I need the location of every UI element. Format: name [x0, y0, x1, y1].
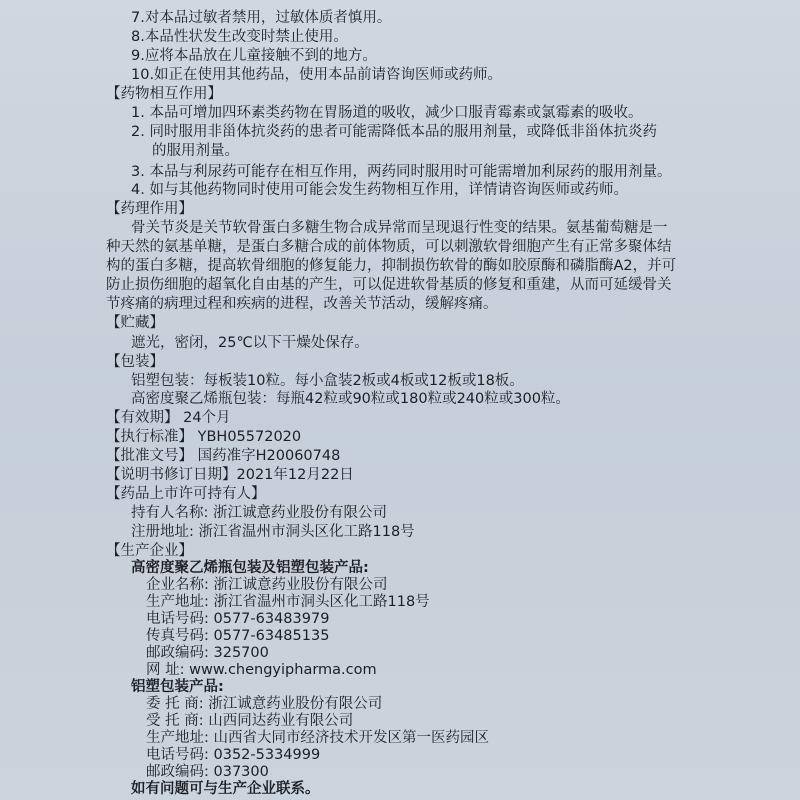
mah-address: 注册地址: 浙江省温州市洞头区化工路118号 — [131, 523, 415, 540]
section-heading-storage: 【贮藏】 — [106, 314, 164, 331]
manufacturer-subheading-hdpe: 高密度聚乙烯瓶包装及铝塑包装产品: — [131, 559, 369, 576]
interaction-item-1: 1. 本品可增加四环素类药物在胃肠道的吸收，减少口服青霉素或氯霉素的吸收。 — [131, 105, 643, 122]
revision-date: 【说明书修订日期】2021年12月22日 — [106, 467, 354, 484]
warning-item-10: 10.如正在使用其他药品，使用本品前请咨询医师或药师。 — [131, 67, 503, 84]
consignee: 受 托 商: 山西同达药业有限公司 — [146, 712, 354, 729]
manufacturer-address: 生产地址: 浙江省温州市洞头区化工路118号 — [146, 593, 430, 610]
pharmacology-para-line: 防止损伤细胞的超氧化自由基的产生，可以促进软骨基质的修复和重建，从而可延缓骨关 — [106, 277, 672, 294]
pharmacology-para-line: 种天然的氨基单糖，是蛋白多糖合成的前体物质，可以刺激软骨细胞产生有正常多聚体结 — [106, 239, 672, 256]
mah-name: 持有人名称: 浙江诚意药业股份有限公司 — [131, 504, 387, 521]
manufacturer-postcode: 邮政编码: 325700 — [146, 644, 269, 661]
interaction-item-3: 3. 本品与利尿药可能存在相互作用，两药同时服用时可能需增加利尿药的服用剂量。 — [131, 163, 672, 180]
section-heading-packaging: 【包装】 — [106, 353, 164, 370]
warning-item-7: 7.对本品过敏者禁用，过敏体质者慎用。 — [131, 9, 392, 26]
shelf-life: 【有效期】 24个月 — [106, 410, 231, 427]
warning-item-8: 8.本品性状发生改变时禁止使用。 — [131, 29, 348, 46]
contact-note: 如有问题可与生产企业联系。 — [131, 780, 320, 797]
production-address: 生产地址: 山西省大同市经济技术开发区第一医药园区 — [146, 729, 489, 746]
packaging-bottle: 高密度聚乙烯瓶包装：每瓶42粒或90粒或180粒或240粒或300粒。 — [131, 391, 570, 408]
warning-item-9: 9.应将本品放在儿童接触不到的地方。 — [131, 48, 377, 65]
packaging-blister: 铝塑包装：每板装10粒。每小盒装2板或4板或12板或18板。 — [131, 372, 524, 389]
interaction-item-2-cont: 的服用剂量。 — [152, 142, 239, 159]
section-heading-interactions: 【药物相互作用】 — [106, 86, 222, 103]
storage-text: 遮光，密闭，25℃以下干燥处保存。 — [131, 334, 369, 351]
production-postcode: 邮政编码: 037300 — [146, 763, 269, 780]
pharmacology-para-line: 骨关节炎是关节软骨蛋白多糖生物合成异常而呈现退行性变的结果。氨基葡萄糖是一 — [131, 220, 668, 237]
pharmacology-para-line: 构的蛋白多糖，提高软骨细胞的修复能力，抑制损伤软骨的酶如胶原酶和磷脂酶A2，并可 — [106, 258, 677, 275]
consignor: 委 托 商: 浙江诚意药业股份有限公司 — [146, 695, 383, 712]
watermark-ghost — [640, 40, 647, 65]
production-phone: 电话号码: 0352-5334999 — [146, 746, 321, 763]
section-heading-pharmacology: 【药理作用】 — [106, 201, 193, 218]
manufacturer-phone: 电话号码: 0577-63483979 — [146, 610, 330, 627]
pharmacology-para-line: 节疼痛的病理过程和疾病的进程，改善关节活动，缓解疼痛。 — [106, 295, 498, 312]
manufacturer-subheading-blister: 铝塑包装产品: — [131, 678, 224, 695]
manufacturer-name: 企业名称: 浙江诚意药业股份有限公司 — [146, 576, 388, 593]
section-heading-mah: 【药品上市许可持有人】 — [106, 486, 266, 503]
manufacturer-fax: 传真号码: 0577-63485135 — [146, 627, 330, 644]
interaction-item-2: 2. 同时服用非甾体抗炎药的患者可能需降低本品的服用剂量，或降低非甾体抗炎药 — [131, 123, 657, 140]
execution-standard: 【执行标准】 YBH05572020 — [106, 429, 302, 446]
manufacturer-website: 网 址: www.chengyipharma.com — [146, 661, 377, 678]
approval-number: 【批准文号】 国药准字H20060748 — [106, 448, 341, 465]
interaction-item-4: 4. 如与其他药物同时使用可能会发生药物相互作用，详情请咨询医师或药师。 — [131, 182, 628, 199]
section-heading-manufacturer: 【生产企业】 — [106, 542, 193, 559]
